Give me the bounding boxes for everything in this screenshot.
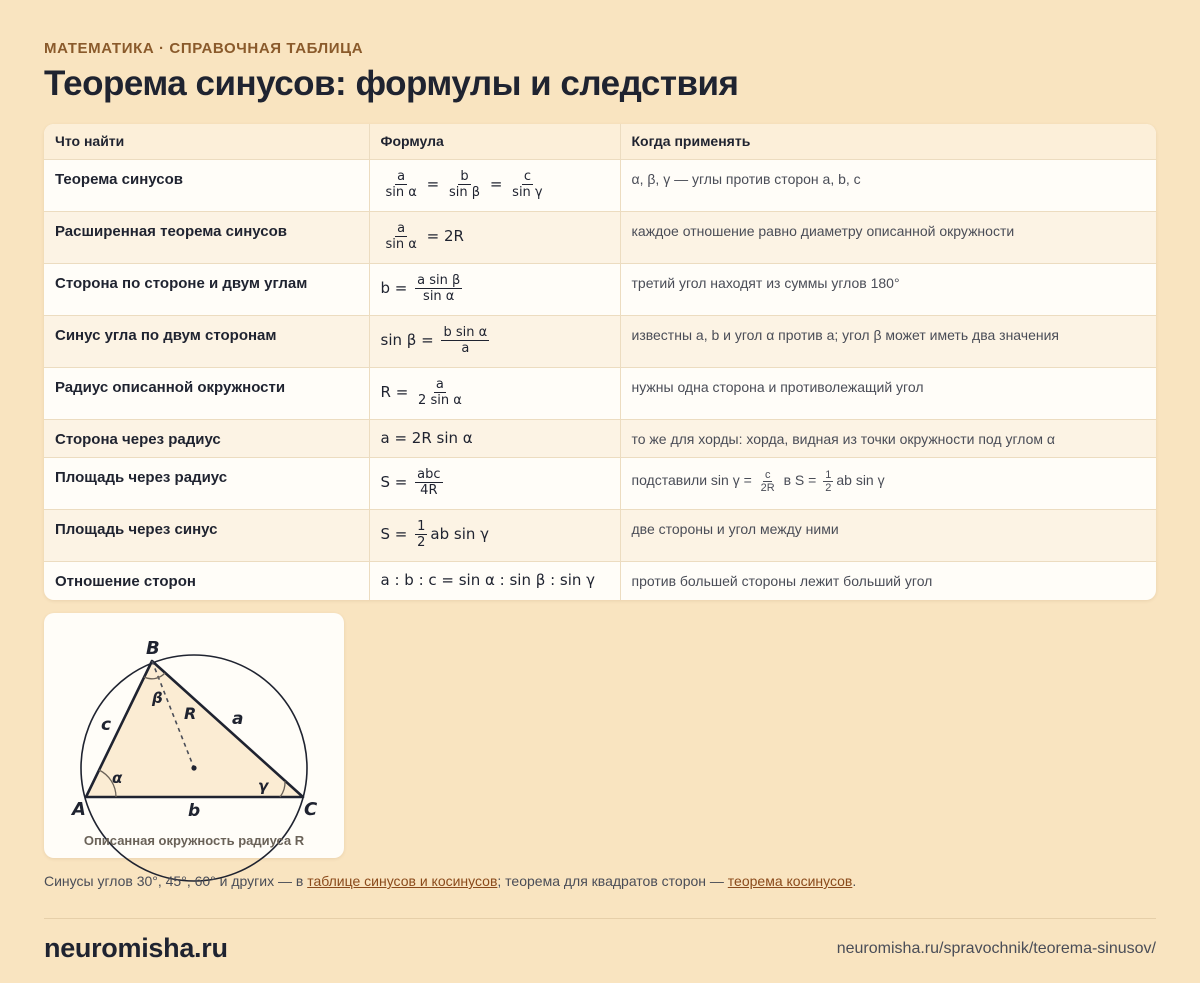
row-when: то же для хорды: хорда, видная из точки окружности под углом α (620, 419, 1156, 457)
section-eyebrow: МАТЕМАТИКА · СПРАВОЧНАЯ ТАБЛИЦА (44, 40, 364, 57)
fraction: $\frac{\text{a sin β}}{\text{sin α}}$ (417, 272, 461, 304)
vertex-label-c: C (304, 799, 318, 820)
row-name: Радиус описанной окружности (44, 367, 369, 419)
angle-label-alpha: α (112, 769, 123, 787)
table-row (44, 263, 1156, 315)
row-name: Сторона через радиус (44, 419, 369, 457)
table-row (44, 457, 1156, 509)
row-name: Сторона по стороне и двум углам (44, 263, 369, 315)
table-row (44, 159, 1156, 211)
angle-label-gamma: γ (258, 777, 269, 795)
fraction: $\frac{\text{abc}}{4R}$ (417, 466, 441, 498)
formula-table-card (44, 124, 1156, 600)
fraction: $\frac{c}{2R}$ (760, 468, 775, 494)
table-header-row (44, 124, 1156, 159)
row-when: подставили sin γ = $\frac{c}{2R}$ в S = $\frac{1}{2}$ ab sin γ (620, 457, 1156, 509)
row-formula: b = $\frac{\text{a sin β}}{\text{sin α}}$ (369, 263, 620, 315)
row-name: Синус угла по двум сторонам (44, 315, 369, 367)
fraction: $\frac{\text{b sin α}}{a}$ (443, 324, 488, 356)
row-name: Площадь через синус (44, 509, 369, 561)
radius-label: R (184, 704, 197, 723)
row-formula: $\frac{a}{\text{sin α}}$ = 2R (369, 211, 620, 263)
row-when: нужны одна сторона и противолежащий угол (620, 367, 1156, 419)
page-url[interactable]: neuromisha.ru/spravochnik/teorema-sinusov/ (836, 940, 1156, 957)
table-row (44, 315, 1156, 367)
fraction: $\frac{1}{2}$ (417, 518, 426, 550)
row-when: α, β, γ — углы против сторон a, b, c (620, 159, 1156, 211)
fraction: $\frac{a}{\text{sin α}}$ (385, 220, 417, 252)
fraction: $\frac{1}{2}$ (825, 468, 832, 494)
side-label-c: c (101, 715, 112, 735)
row-when: известны a, b и угол α против a; угол β может иметь два значения (620, 315, 1156, 367)
link-sin-cos-table[interactable]: таблице синусов и косинусов (307, 873, 498, 889)
angle-label-beta: β (152, 689, 163, 707)
table-row (44, 367, 1156, 419)
column-header-formula: Формула (369, 124, 620, 159)
row-formula: a : b : c = sin α : sin β : sin γ (369, 561, 620, 600)
formula-table (44, 124, 1156, 600)
related-note: Синусы углов 30°, 45°, 60° и других — в таблице синусов и косинусов; теорема для квадратов сторон — теорема косинусов. (44, 873, 857, 889)
fraction: $\frac{a}{\text{sin α}}$ (385, 168, 417, 200)
table-row (44, 561, 1156, 600)
row-formula: S = $\frac{1}{2}$ ab sin γ (369, 509, 620, 561)
link-cosine-theorem[interactable]: теорема косинусов (727, 873, 853, 889)
circle-center (191, 765, 196, 770)
site-brand[interactable]: neuromisha.ru (44, 933, 228, 963)
row-name: Отношение сторон (55, 572, 196, 590)
table-row (44, 419, 1156, 457)
side-label-a: a (232, 709, 244, 729)
page-title: Теорема синусов: формулы и следствия (44, 64, 739, 103)
row-when: третий угол находят из суммы углов 180° (620, 263, 1156, 315)
side-label-b: b (188, 801, 201, 821)
row-formula: sin β = $\frac{\text{b sin α}}{a}$ (369, 315, 620, 367)
figure-caption: Описанная окружность радиуса R (83, 833, 305, 848)
footer-divider (44, 918, 1156, 919)
row-formula: $\frac{a}{\text{sin α}}$ = $\frac{b}{\text{sin β}}$ = $\frac{c}{\text{sin γ}}$ (369, 159, 620, 211)
row-when: каждое отношение равно диаметру описанной окружности (620, 211, 1156, 263)
vertex-label-a: A (72, 799, 86, 820)
row-when: две стороны и угол между ними (620, 509, 1156, 561)
fraction: $\frac{a}{\text{2 sin α}}$ (418, 376, 462, 408)
fraction: $\frac{b}{\text{sin β}}$ (448, 168, 481, 200)
table-row (44, 211, 1156, 263)
row-name: Расширенная теорема синусов (44, 211, 369, 263)
fraction: $\frac{c}{\text{sin γ}}$ (512, 168, 543, 200)
row-name: Теорема синусов (44, 159, 369, 211)
table-row (44, 509, 1156, 561)
column-header-what: Что найти (44, 124, 369, 159)
triangle-figure-card (44, 613, 344, 858)
row-formula: S = $\frac{\text{abc}}{4R}$ (369, 457, 620, 509)
row-name: Площадь через радиус (44, 457, 369, 509)
vertex-label-b: B (146, 638, 160, 659)
column-header-when: Когда применять (620, 124, 1156, 159)
row-formula: a = 2R sin α (369, 419, 620, 457)
row-formula: R = $\frac{a}{\text{2 sin α}}$ (369, 367, 620, 419)
row-when: против большей стороны лежит больший угол (620, 561, 1156, 600)
